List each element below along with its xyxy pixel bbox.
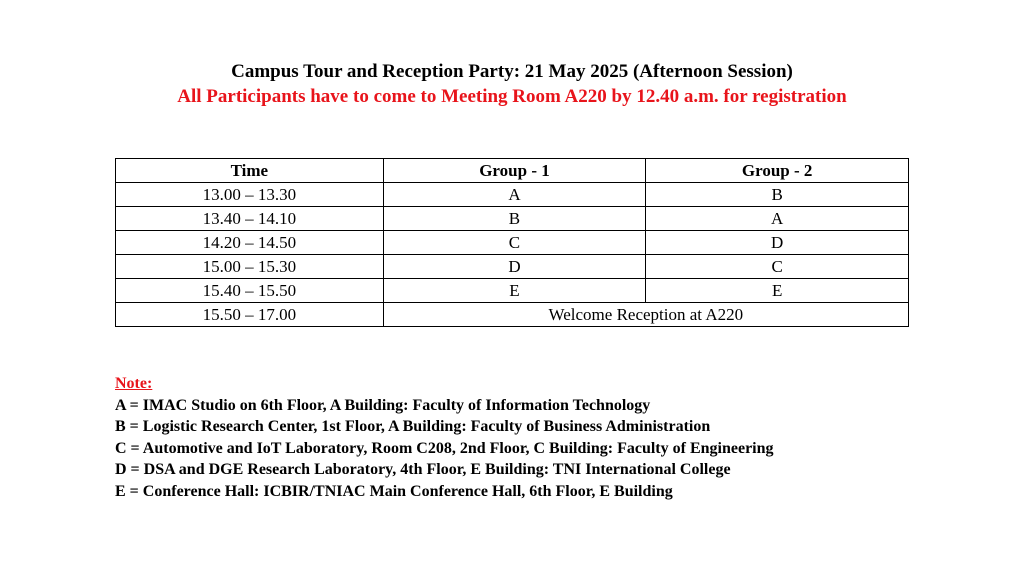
group-1-cell: B [383, 207, 646, 231]
notes-section [115, 373, 774, 503]
group-1-cell: C [383, 231, 646, 255]
note-item: B = Logistic Research Center, 1st Floor, A Building: Faculty of Business Administration [115, 418, 711, 436]
table-row [116, 255, 909, 279]
note-item: D = DSA and DGE Research Laboratory, 4th Floor, E Building: TNI International College [115, 461, 731, 479]
column-header-group-2: Group - 2 [646, 159, 909, 183]
group-2-cell: D [646, 231, 909, 255]
table-row [116, 279, 909, 303]
group-2-cell: B [646, 183, 909, 207]
group-1-cell: E [383, 279, 646, 303]
time-cell: 15.00 – 15.30 [116, 255, 384, 279]
registration-notice: All Participants have to come to Meeting Room A220 by 12.40 a.m. for registration [177, 86, 847, 107]
page-title: Campus Tour and Reception Party: 21 May 2025 (Afternoon Session) [231, 61, 793, 82]
time-cell: 13.00 – 13.30 [116, 183, 384, 207]
time-cell: 13.40 – 14.10 [116, 207, 384, 231]
time-cell: 15.40 – 15.50 [116, 279, 384, 303]
group-2-cell: A [646, 207, 909, 231]
note-item: A = IMAC Studio on 6th Floor, A Building: Faculty of Information Technology [115, 396, 651, 414]
group-1-cell: D [383, 255, 646, 279]
time-cell: 15.50 – 17.00 [116, 303, 384, 327]
table-row [116, 207, 909, 231]
table-header-row [116, 159, 909, 183]
table-row-reception [116, 303, 909, 327]
group-2-cell: E [646, 279, 909, 303]
time-cell: 14.20 – 14.50 [116, 231, 384, 255]
column-header-group-1: Group - 1 [383, 159, 646, 183]
group-2-cell: C [646, 255, 909, 279]
note-item: E = Conference Hall: ICBIR/TNIAC Main Conference Hall, 6th Floor, E Building [115, 482, 673, 500]
table-row [116, 231, 909, 255]
reception-cell: Welcome Reception at A220 [383, 303, 908, 327]
table-row [116, 183, 909, 207]
schedule-table [115, 158, 909, 327]
notes-heading: Note: [115, 375, 153, 392]
note-item: C = Automotive and IoT Laboratory, Room C208, 2nd Floor, C Building: Faculty of Engineering [115, 439, 774, 457]
group-1-cell: A [383, 183, 646, 207]
column-header-time: Time [116, 159, 384, 183]
